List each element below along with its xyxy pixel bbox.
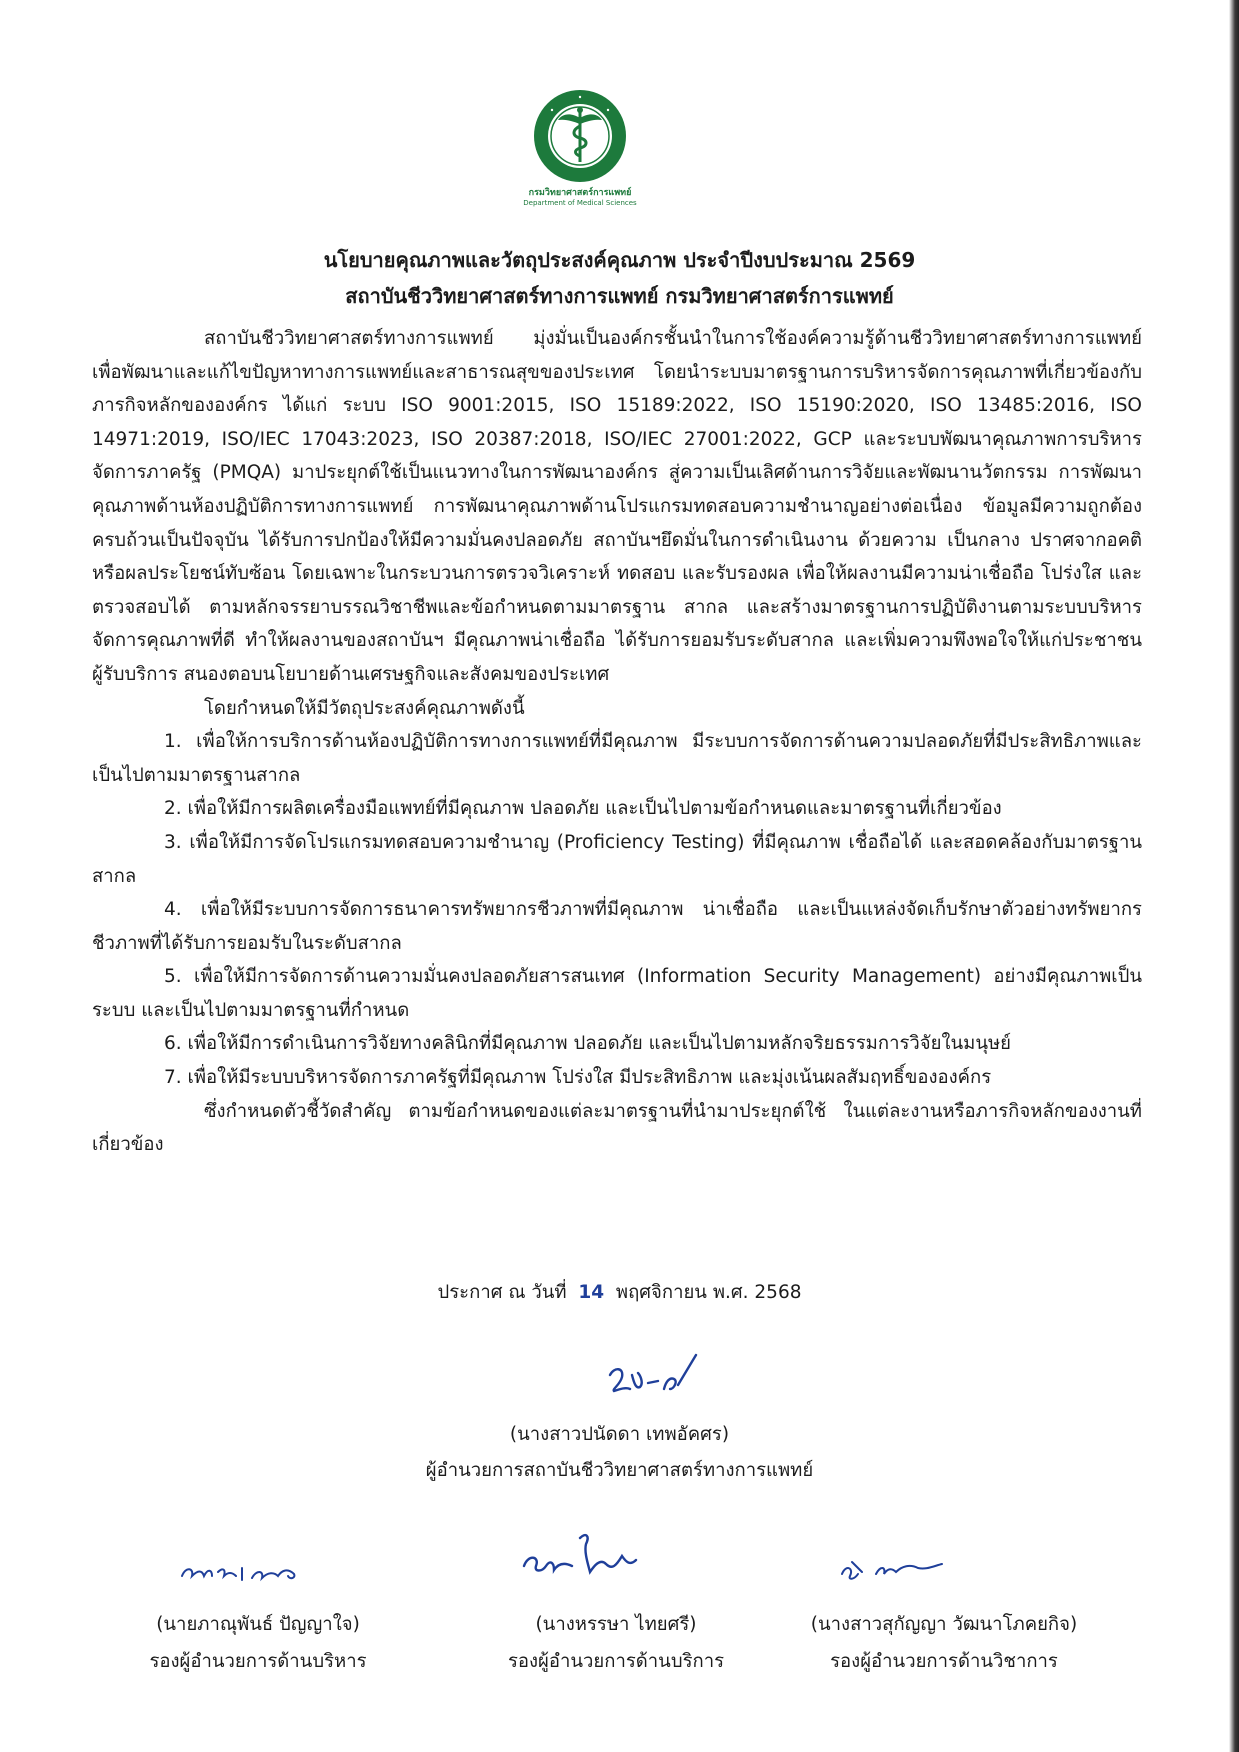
director-signature-icon: [600, 1345, 710, 1405]
objective-item-1: 1. เพื่อให้การบริการด้านห้องปฏิบัติการทางการแพทย์ที่มีคุณภาพ มีระบบการจัดการด้านความปลอดภัยที่มีประสิทธิภาพและเป็นไปตามมาตรฐานสากล: [92, 731, 1142, 786]
deputy-academic-signature-icon: [836, 1546, 956, 1586]
policy-paragraph: สถาบันชีววิทยาศาสตร์ทางการแพทย์ มุ่งมั่นเป็นองค์กรชั้นนำในการใช้องค์ความรู้ด้านชีววิทยาศาสตร์ทางการแพทย์ เพื่อพัฒนาและแก้ไขปัญหาทางการแพทย์และสาธารณสุขของประเทศ โดยนำระบบมาตรฐานการบริหารจัดการคุณภาพที่เกี่ยวข้องกับภารกิจหลักขององค์กร ได้แก่ ระบบ ISO 9001:2015, ISO 15189:2022, ISO 15190:2020, ISO 13485:2016, ISO 14971:2019, ISO/IEC 17043:2023, ISO 20387:2018, ISO/IEC 27001:2022, GCP และระบบพัฒนาคุณภาพการบริหารจัดการภาครัฐ (PMQA) มาประยุกต์ใช้เป็นแนวทางในการพัฒนาองค์กร สู่ความเป็นเลิศด้านการวิจัยและพัฒนานวัตกรรม การพัฒนาคุณภาพด้านห้องปฏิบัติการทางการแพทย์ การพัฒนาคุณภาพด้านโปรแกรมทดสอบความชำนาญอย่างต่อเนื่อง ข้อมูลมีความถูกต้องครบถ้วนเป็นปัจจุบัน ได้รับการปกป้องให้มีความมั่นคงปลอดภัย สถาบันฯยึดมั่นในการดำเนินงาน ด้วยความ เป็นกลาง ปราศจากอคติ หรือผลประโยชน์ทับซ้อน โดยเฉพาะในกระบวนการตรวจวิเคราะห์ ทดสอบ และรับรองผล เพื่อให้ผลงานมีความน่าเชื่อถือ โปร่งใส และตรวจสอบได้ ตามหลักจรรยาบรรณวิชาชีพและข้อกำหนดตามมาตรฐาน สากล และสร้างมาตรฐานการปฏิบัติงานตามระบบบริหารจัดการคุณภาพที่ดี ทำให้ผลงานของสถาบันฯ มีคุณภาพน่าเชื่อถือ ได้รับการยอมรับระดับสากล และเพิ่มความพึงพอใจให้แก่ประชาชนผู้รับบริการ สนองตอบนโยบายด้านเศรษฐกิจและสังคมของประเทศ: [92, 328, 1142, 685]
deputy-service-title: รองผู้อำนวยการด้านบริการ: [507, 1651, 725, 1672]
deputy-service-name: (นางหรรษา ไทยศรี): [535, 1614, 697, 1635]
deputy-service: [456, 1540, 776, 1676]
deputy-academic-title: รองผู้อำนวยการด้านวิชาการ: [830, 1651, 1058, 1672]
objective-item-7: 7. เพื่อให้มีระบบบริหารจัดการภาครัฐที่มีคุณภาพ โปร่งใส มีประสิทธิภาพ และมุ่งเน้นผลสัมฤทธิ์ขององค์กร: [164, 1067, 992, 1089]
document-title: นโยบายคุณภาพและวัตถุประสงค์คุณภาพ ประจำปีงบประมาณ 2569: [323, 248, 916, 272]
objective-item-4: 4. เพื่อให้มีระบบการจัดการธนาคารทรัพยากรชีวภาพที่มีคุณภาพ น่าเชื่อถือ และเป็นแหล่งจัดเก็บรักษาตัวอย่างทรัพยากรชีวภาพที่ได้รับการยอมรับในระดับสากล: [92, 899, 1142, 954]
document-body: [92, 322, 1142, 1162]
logo-org-thai: กรมวิทยาศาสตร์การแพทย์: [528, 188, 632, 198]
announce-suffix: พฤศจิกายน พ.ศ. 2568: [615, 1282, 802, 1303]
announce-prefix: ประกาศ ณ วันที่: [437, 1282, 567, 1303]
ministry-emblem-icon: [532, 88, 628, 184]
objective-item-5: 5. เพื่อให้มีการจัดการด้านความมั่นคงปลอดภัยสารสนเทศ (Information Security Management) อย่างมีคุณภาพเป็นระบบ และเป็นไปตามมาตรฐานที่กำหนด: [92, 966, 1142, 1021]
deputy-admin: [98, 1540, 418, 1676]
deputy-service-signature-icon: [516, 1526, 666, 1586]
deputy-academic: [784, 1540, 1104, 1676]
deputy-admin-signature-icon: [178, 1548, 338, 1588]
deputy-admin-name: (นายภาณุพันธ์ ปัญญาใจ): [156, 1614, 360, 1635]
director-name: (นางสาวปนัดดา เทพอัคศร): [509, 1424, 730, 1445]
objective-item-3: 3. เพื่อให้มีการจัดโปรแกรมทดสอบความชำนาญ (Proficiency Testing) ที่มีคุณภาพ เชื่อถือได้ และสอดคล้องกับมาตรฐานสากล: [92, 831, 1142, 887]
announce-day: 14: [578, 1282, 605, 1303]
kpi-paragraph: ซึ่งกำหนดตัวชี้วัดสำคัญ ตามข้อกำหนดของแต่ละมาตรฐานที่นำมาประยุกต์ใช้ ในแต่ละงานหรือภารกิจหลักของงานที่เกี่ยวข้อง: [92, 1100, 1142, 1156]
ministry-logo: [510, 88, 650, 207]
objective-item-6: 6. เพื่อให้มีการดำเนินการวิจัยทางคลินิกที่มีคุณภาพ ปลอดภัย และเป็นไปตามหลักจริยธรรมการวิจัยในมนุษย์: [164, 1033, 1012, 1055]
director-title: ผู้อำนวยการสถาบันชีววิทยาศาสตร์ทางการแพทย์: [425, 1460, 814, 1481]
document-subtitle: สถาบันชีววิทยาศาสตร์ทางการแพทย์ กรมวิทยาศาสตร์การแพทย์: [345, 284, 894, 308]
objectives-intro: โดยกำหนดให้มีวัตถุประสงค์คุณภาพดังนี้: [204, 697, 525, 719]
deputy-academic-name: (นางสาวสุกัญญา วัฒนาโภคยกิจ): [810, 1614, 1078, 1635]
announce-date: [0, 1278, 1239, 1307]
objective-item-2: 2. เพื่อให้มีการผลิตเครื่องมือแพทย์ที่มีคุณภาพ ปลอดภัย และเป็นไปตามข้อกำหนดและมาตรฐานที่เกี่ยวข้อง: [164, 798, 1002, 820]
deputy-admin-title: รองผู้อำนวยการด้านบริหาร: [149, 1651, 367, 1672]
logo-org-english: Department of Medical Sciences: [523, 199, 637, 207]
